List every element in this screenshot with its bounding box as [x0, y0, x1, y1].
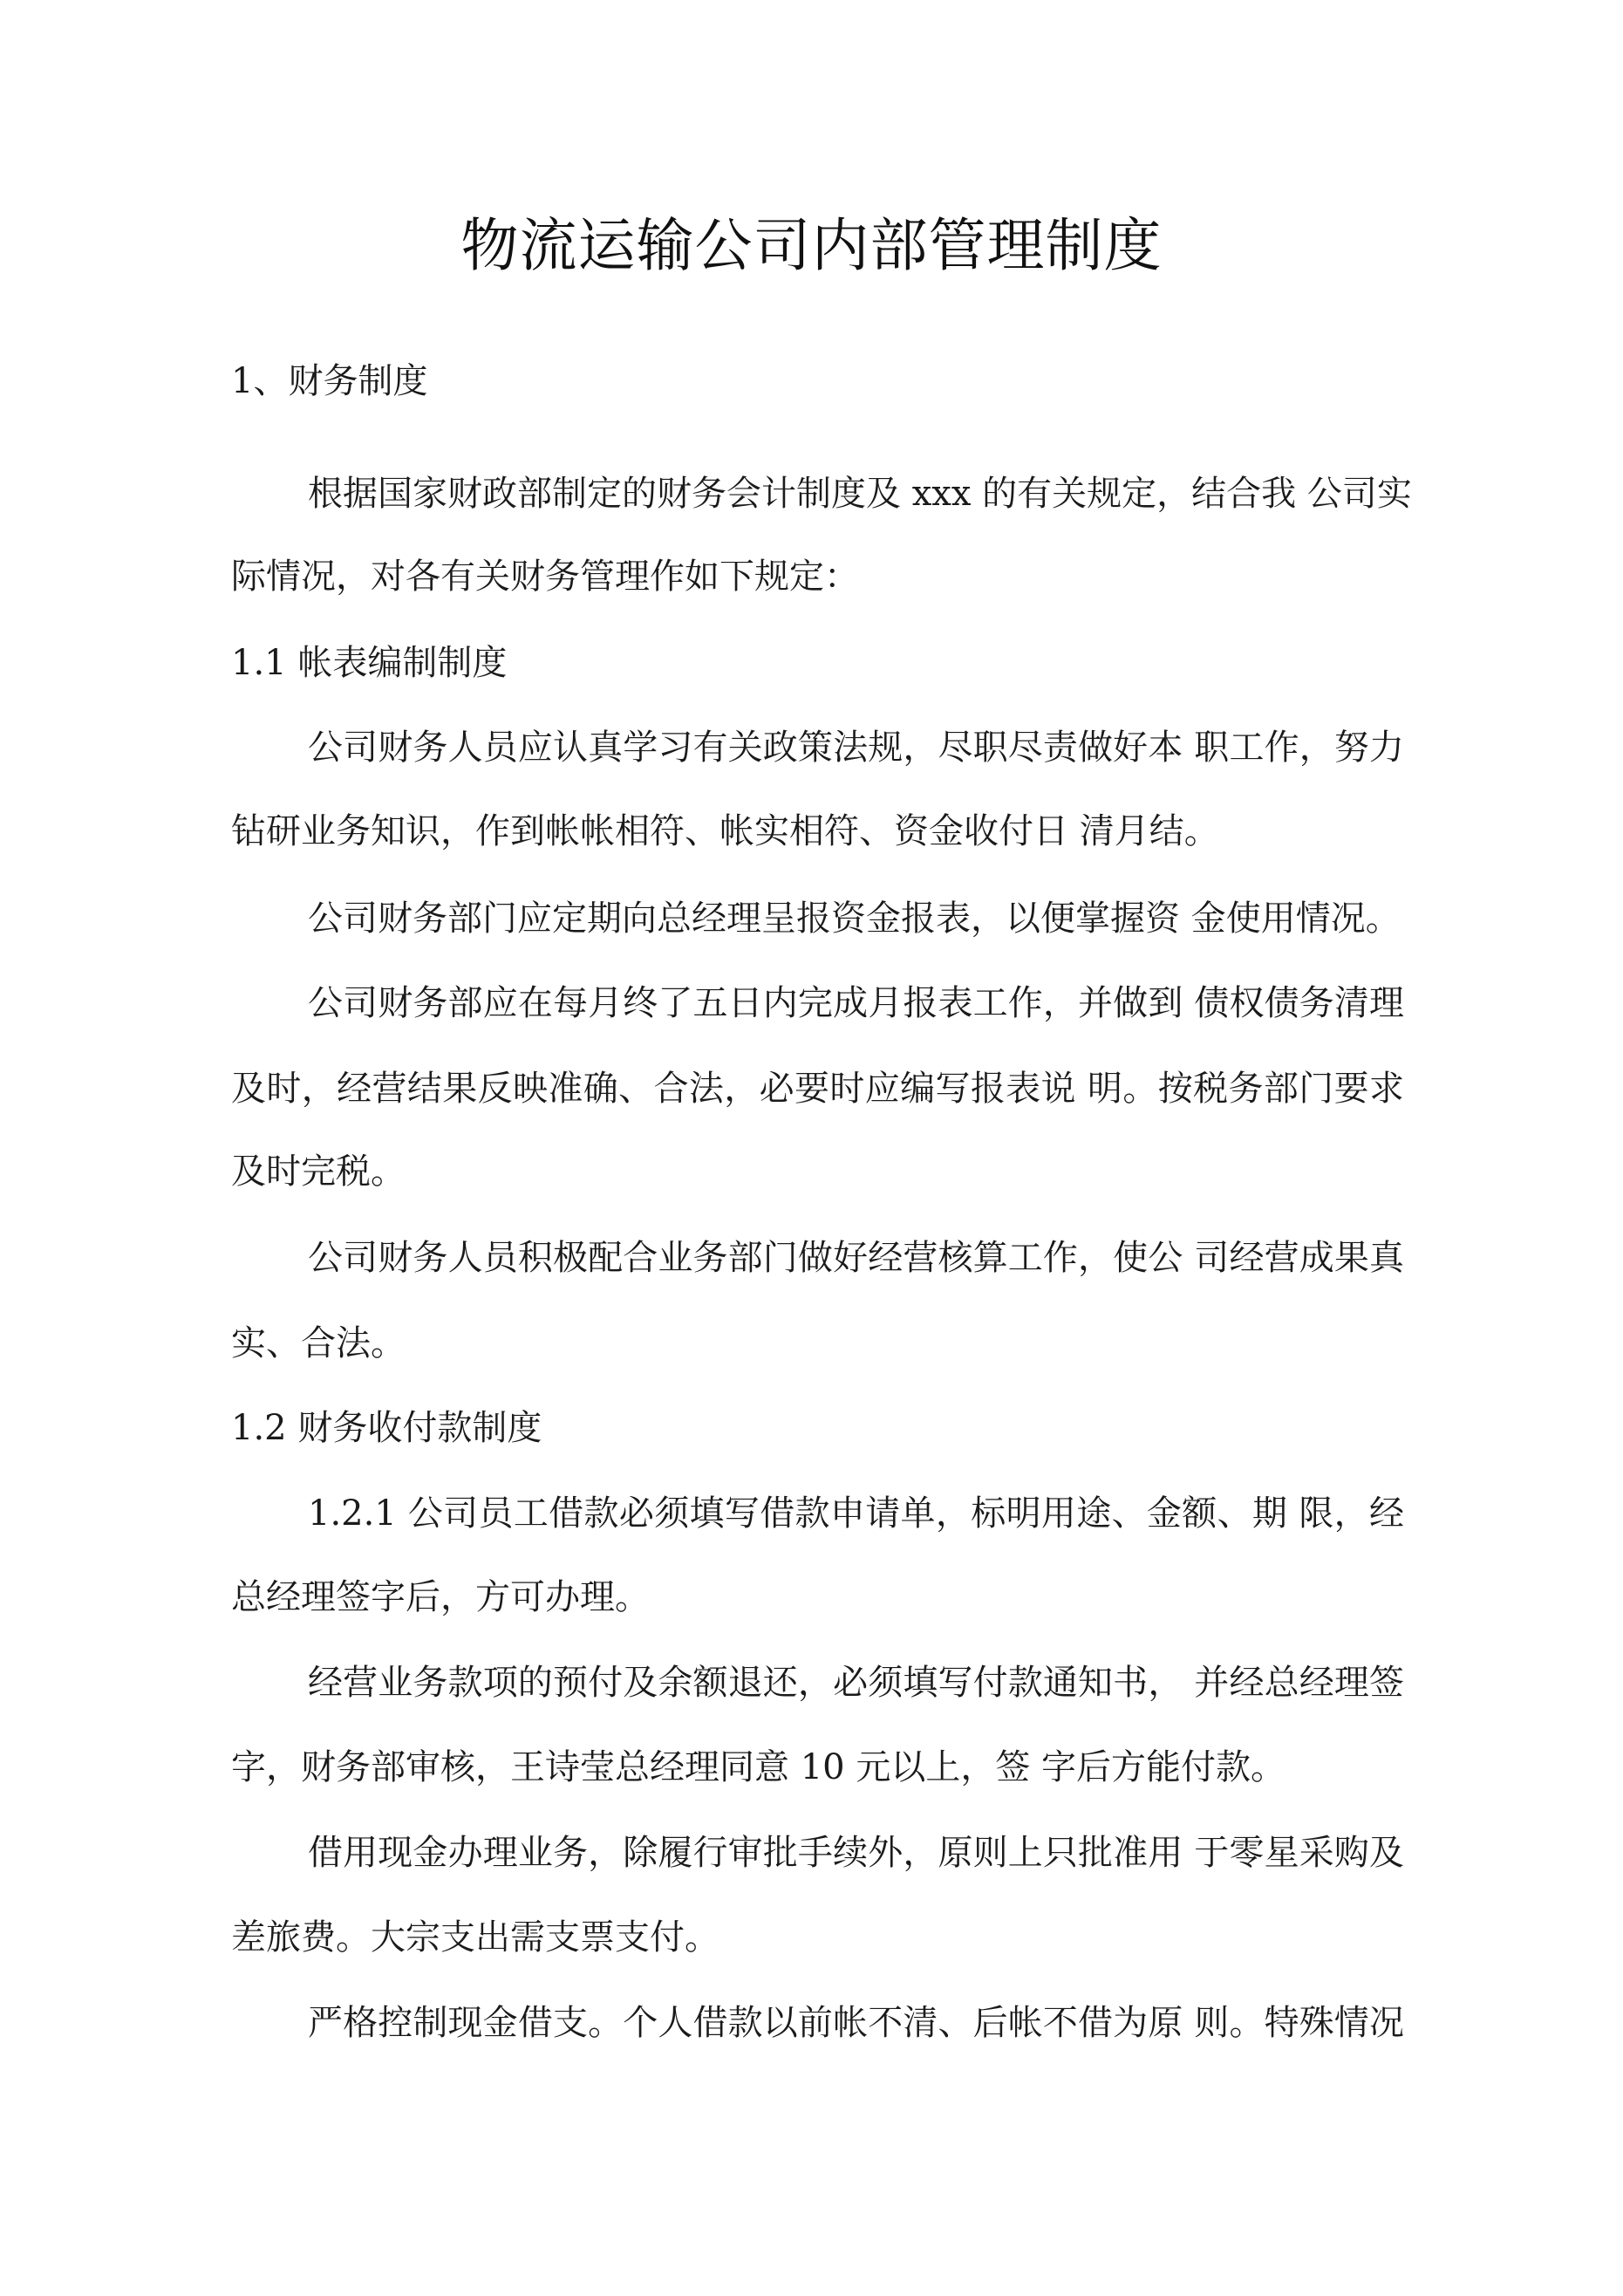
paragraph-1-2-c-line-2: 差旅费。大宗支出需支票支付。 [231, 1917, 719, 1958]
paragraph-1-2-d-line-1: 严格控制现金借支。个人借款以前帐不清、后帐不借为原 则。特殊情况 [308, 2003, 1404, 2043]
subsection-heading-1-1: 1.1 帐表编制制度 [231, 643, 508, 683]
paragraph-1-2-a-line-1: 1.2.1 公司员工借款必须填写借款申请单，标明用途、金额、期 限，经 [308, 1493, 1404, 1534]
paragraph-1-1-b-line-1: 公司财务部门应定期向总经理呈报资金报表，以便掌握资 金使用情况。 [308, 899, 1401, 939]
subsection-heading-1-2: 1.2 财务收付款制度 [231, 1408, 542, 1448]
document-title: 物流运输公司内部管理制度 [460, 212, 1163, 279]
paragraph-1-1-d-line-2: 实、合法。 [231, 1323, 406, 1363]
paragraph-1-1-c-line-1: 公司财务部应在每月终了五日内完成月报表工作，并做到 债权债务清理 [308, 983, 1404, 1023]
paragraph-1-1-a-line-1: 公司财务人员应认真学习有关政策法规，尽职尽责做好本 职工作，努力 [308, 728, 1404, 768]
paragraph-1-1-c-line-3: 及时完税。 [231, 1151, 406, 1192]
intro-paragraph-line-1: 根据国家财政部制定的财务会计制度及 xxx 的有关规定，结合我 公司实 [308, 474, 1412, 514]
paragraph-1-1-c-line-2: 及时，经营结果反映准确、合法，必要时应编写报表说 明。按税务部门要求 [231, 1069, 1404, 1109]
paragraph-1-1-a-line-2: 钻研业务知识，作到帐帐相符、帐实相符、资金收付日 清月结。 [231, 811, 1219, 851]
paragraph-1-1-d-line-1: 公司财务人员积极配合业务部门做好经营核算工作，使公 司经营成果真 [308, 1238, 1404, 1278]
section-heading-finance: 1、财务制度 [231, 361, 428, 401]
paragraph-1-2-b-line-2: 字，财务部审核，王诗莹总经理同意 10 元以上，签 字后方能付款。 [231, 1747, 1286, 1787]
paragraph-1-2-a-line-2: 总经理签字后，方可办理。 [231, 1577, 650, 1617]
paragraph-1-2-c-line-1: 借用现金办理业务，除履行审批手续外，原则上只批准用 于零星采购及 [308, 1833, 1404, 1873]
intro-paragraph-line-2: 际情况，对各有关财务管理作如下规定： [231, 557, 859, 597]
paragraph-1-2-b-line-1: 经营业务款项的预付及余额退还，必须填写付款通知书， 并经总经理签 [308, 1663, 1404, 1703]
